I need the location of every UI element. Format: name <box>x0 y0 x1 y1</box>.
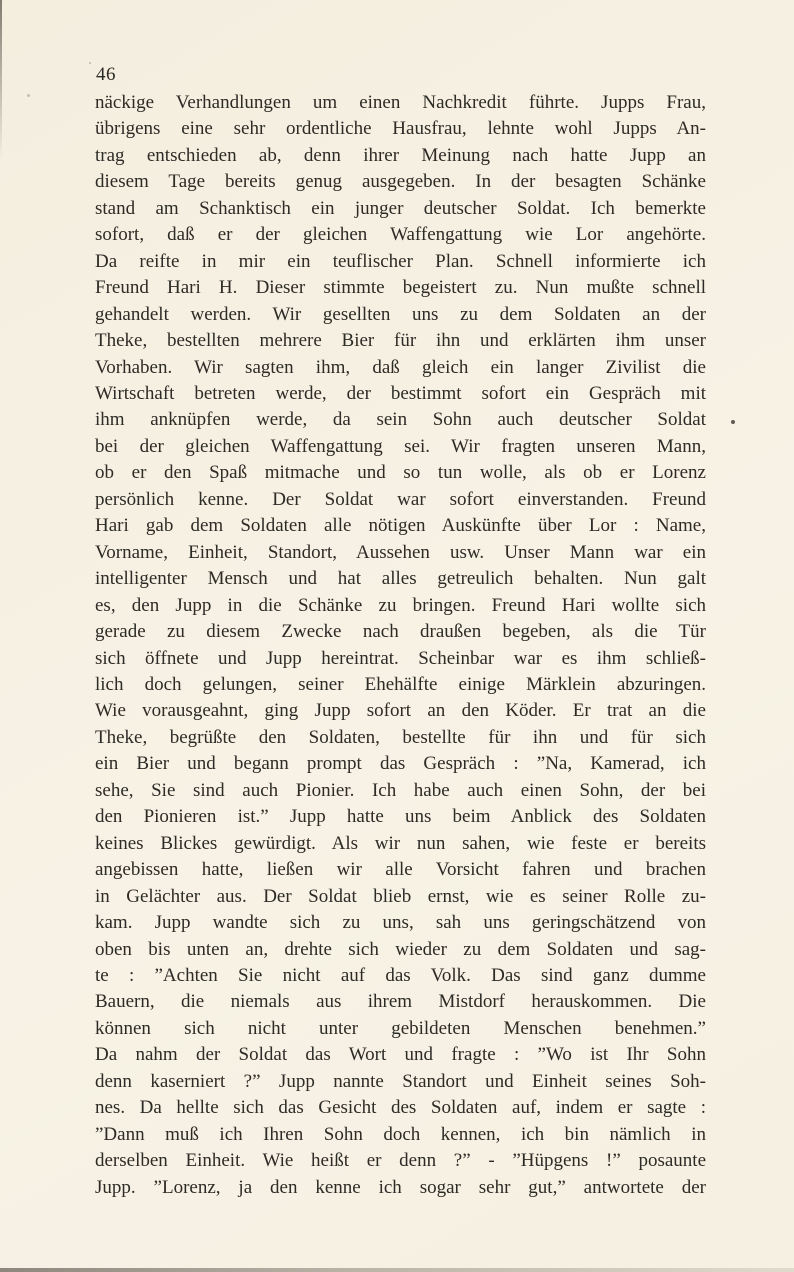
text-line: te : ”Achten Sie nicht auf das Volk. Das sind ganz dumme <box>95 964 706 986</box>
ink-speck-right-margin <box>731 420 735 424</box>
text-line: kam. Jupp wandte sich zu uns, sah uns geringschätzend von <box>95 912 706 934</box>
text-line: derselben Einheit. Wie heißt er denn ?” - ”Hüpgens !” posaunte <box>95 1150 706 1172</box>
text-line: keines Blickes gewürdigt. Als wir nun sahen, wie feste er bereits <box>95 832 706 854</box>
text-line: persönlich kenne. Der Soldat war sofort einverstanden. Freund <box>95 488 706 510</box>
text-line: diesem Tage bereits genug ausgegeben. In der besagten Schänke <box>95 171 706 193</box>
text-line: Wie vorausgeahnt, ging Jupp sofort an den Köder. Er trat an die <box>95 700 706 722</box>
ink-speck-left-margin <box>27 94 30 97</box>
text-line: nes. Da hellte sich das Gesicht des Soldaten auf, indem er sagte : <box>95 1097 706 1119</box>
text-line: lich doch gelungen, seiner Ehehälfte einige Märklein abzuringen. <box>95 673 706 695</box>
text-line: Jupp. ”Lorenz, ja den kenne ich sogar sehr gut,” antwortete der <box>95 1176 706 1198</box>
text-line: sich öffnete und Jupp hereintrat. Scheinbar war es ihm schließ- <box>95 647 706 669</box>
text-line: denn kaserniert ?” Jupp nannte Standort und Einheit seines Soh- <box>95 1070 706 1092</box>
text-line: Da nahm der Soldat das Wort und fragte : ”Wo ist Ihr Sohn <box>95 1044 706 1066</box>
text-line: Hari gab dem Soldaten alle nötigen Auskünfte über Lor : Name, <box>95 515 706 537</box>
text-line: es, den Jupp in die Schänke zu bringen. Freund Hari wollte sich <box>95 594 706 616</box>
text-line: Wirtschaft betreten werde, der bestimmt sofort ein Gespräch mit <box>95 382 706 404</box>
text-line: ihm anknüpfen werde, da sein Sohn auch deutscher Soldat <box>95 409 706 431</box>
text-line: übrigens eine sehr ordentliche Hausfrau, lehnte wohl Jupps An- <box>95 118 706 140</box>
text-line: ein Bier und begann prompt das Gespräch : ”Na, Kamerad, ich <box>95 753 706 775</box>
text-line: angebissen hatte, ließen wir alle Vorsicht fahren und brachen <box>95 859 706 881</box>
text-line: Freund Hari H. Dieser stimmte begeistert zu. Nun mußte schnell <box>95 277 706 299</box>
text-line: Vorname, Einheit, Standort, Aussehen usw. Unser Mann war ein <box>95 541 706 563</box>
text-line: ”Dann muß ich Ihren Sohn doch kennen, ich bin nämlich in <box>95 1123 706 1145</box>
text-line: können sich nicht unter gebildeten Menschen benehmen.” <box>95 1017 706 1039</box>
scan-edge-left <box>0 0 2 160</box>
text-line: ob er den Spaß mitmache und so tun wolle, als ob er Lorenz <box>95 462 706 484</box>
text-line: gerade zu diesem Zwecke nach draußen begeben, als die Tür <box>95 621 706 643</box>
body-text <box>95 90 706 1201</box>
text-line: Theke, begrüßte den Soldaten, bestellte für ihn und für sich <box>95 726 706 748</box>
text-line: den Pionieren ist.” Jupp hatte uns beim Anblick des Soldaten <box>95 806 706 828</box>
text-line: näckige Verhandlungen um einen Nachkredit führte. Jupps Frau, <box>95 92 706 113</box>
text-line: stand am Schanktisch ein junger deutscher Soldat. Ich bemerkte <box>95 197 706 219</box>
page-number: 46 <box>96 64 116 85</box>
scan-edge-bottom <box>0 1268 794 1272</box>
ink-speck-above-page-number <box>89 62 91 64</box>
text-line: Theke, bestellten mehrere Bier für ihn und erklärten ihm unser <box>95 330 706 352</box>
text-line: Da reifte in mir ein teuflischer Plan. Schnell informierte ich <box>95 250 706 272</box>
text-line: in Gelächter aus. Der Soldat blieb ernst, wie es seiner Rolle zu- <box>95 885 706 907</box>
text-line: intelligenter Mensch und hat alles getreulich behalten. Nun galt <box>95 568 706 590</box>
text-line: gehandelt werden. Wir gesellten uns zu dem Soldaten an der <box>95 303 706 325</box>
text-line: oben bis unten an, drehte sich wieder zu dem Soldaten und sag- <box>95 938 706 960</box>
text-line: trag entschieden ab, denn ihrer Meinung nach hatte Jupp an <box>95 144 706 166</box>
text-line: sehe, Sie sind auch Pionier. Ich habe auch einen Sohn, der bei <box>95 779 706 801</box>
text-line: sofort, daß er der gleichen Waffengattung wie Lor angehörte. <box>95 224 706 246</box>
text-line: bei der gleichen Waffengattung sei. Wir fragten unseren Mann, <box>95 435 706 457</box>
text-line: Vorhaben. Wir sagten ihm, daß gleich ein langer Zivilist die <box>95 356 706 378</box>
text-line: Bauern, die niemals aus ihrem Mistdorf herauskommen. Die <box>95 991 706 1013</box>
